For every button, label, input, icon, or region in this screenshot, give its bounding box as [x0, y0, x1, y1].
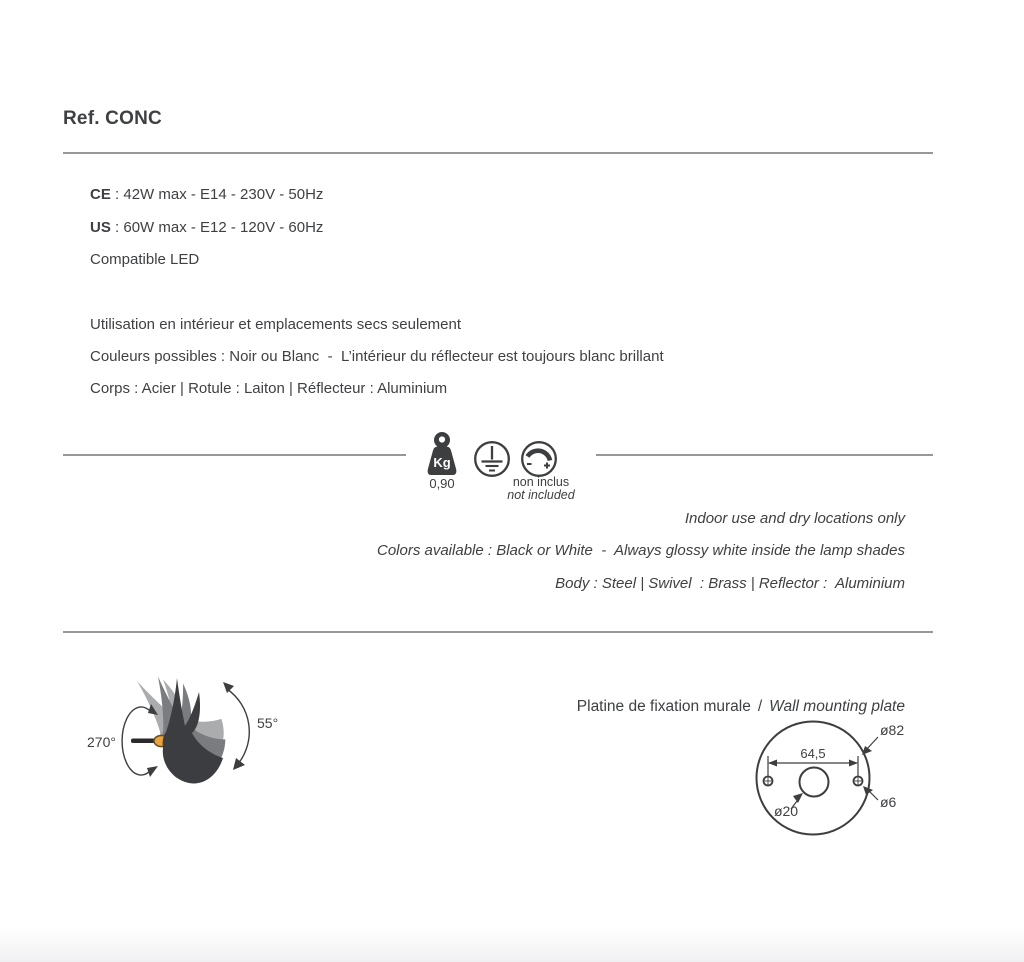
tilt-arc-arrow-top: [223, 682, 234, 693]
weight-icon: [424, 429, 460, 479]
swivel-range-label: 270°: [87, 734, 116, 750]
tilt-arc-arrow-bottom: [233, 758, 245, 770]
english-line-usage: Indoor use and dry locations only: [684, 510, 905, 527]
swivel-arc-arrow-bottom: [147, 766, 158, 777]
divider-top: [63, 152, 933, 154]
mounting-plate-title-fr: Platine de fixation murale: [576, 698, 751, 715]
spec-line-ce: [90, 186, 323, 203]
spec-text-ce: : 42W max - E14 - 230V - 50Hz: [110, 186, 324, 203]
tilt-arc: [227, 689, 249, 764]
spec-prefix-ce: CE: [90, 186, 111, 203]
mounting-plate-diagram: [745, 710, 917, 845]
divider-mid-left: [63, 454, 406, 456]
spec-text-us: : 60W max - E12 - 120V - 60Hz: [110, 219, 324, 236]
dimmer-caption: [489, 476, 593, 502]
lamp-arm: [131, 739, 157, 744]
french-line-usage: Utilisation en intérieur et emplacements secs seulement: [90, 316, 462, 333]
dimmer-caption-fr: non inclus: [512, 475, 570, 489]
mounting-plate-title-en: Wall mounting plate: [769, 698, 905, 715]
english-line-colors: Colors available : Black or White - Always glossy white inside the lamp shades: [376, 542, 905, 559]
weight-value: 0,90: [429, 476, 455, 491]
divider-bottom: [63, 631, 933, 633]
dimmer-caption-en: not included: [507, 488, 575, 502]
center-hole-diameter-label: ø20: [773, 803, 799, 819]
divider-mid-right: [596, 454, 933, 456]
screw-hole-diameter-label: ø6: [880, 794, 897, 810]
spec-prefix-us: US: [90, 219, 111, 236]
tilt-range-label: 55°: [257, 715, 279, 731]
center-hole-diameter-arrow: [793, 793, 803, 803]
french-line-materials: Corps : Acier | Rotule : Laiton | Réflecteur : Aluminium: [90, 380, 448, 397]
dimmer-icon: [520, 440, 558, 478]
spec-line-led: [90, 251, 199, 268]
center-hole: [800, 768, 829, 797]
french-line-colors: Couleurs possibles : Noir ou Blanc - L’intérieur du réflecteur est toujours blanc brillant: [90, 348, 664, 365]
ground-class1-icon: [473, 440, 511, 478]
plate-diameter-label: ø82: [880, 722, 905, 738]
english-line-materials: Body : Steel | Swivel : Brass | Reflector : Aluminium: [555, 575, 905, 592]
weight-unit-label: Kg: [433, 455, 451, 470]
plate-diameter-arrow: [862, 746, 872, 755]
mounting-plate-title-separator: /: [757, 698, 763, 715]
lamp-rotation-diagram: [85, 662, 295, 810]
page-title: Ref. CONC: [63, 108, 162, 129]
spec-text-led: Compatible LED: [90, 251, 200, 268]
spec-line-us: [90, 219, 323, 236]
hole-spacing-label: 64,5: [800, 746, 826, 761]
